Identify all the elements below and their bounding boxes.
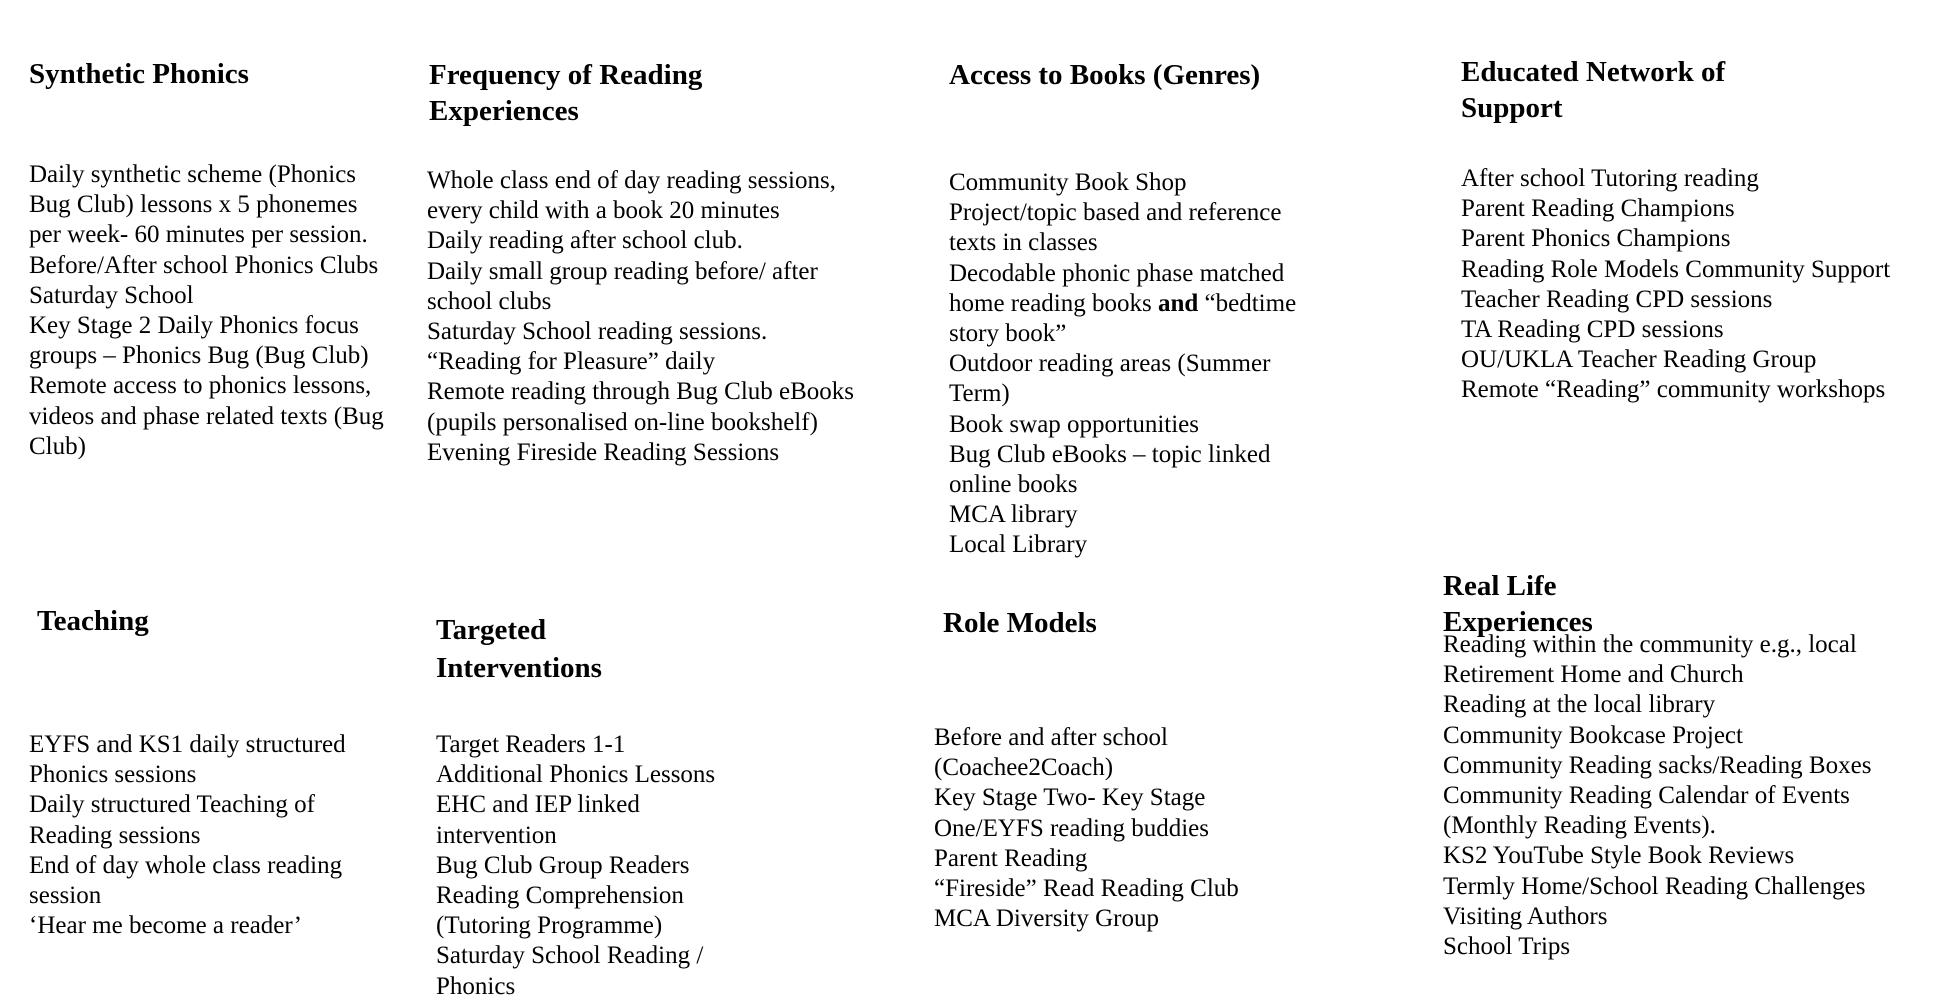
list-item: MCA library	[949, 501, 1078, 529]
heading-synthetic-phonics: Synthetic Phonics	[29, 58, 249, 90]
list-item: Bug Club Group Readers	[436, 851, 690, 879]
section-teaching	[37, 603, 149, 639]
list-item: Bug Club eBooks – topic linked online books	[949, 440, 1271, 499]
list-item: Visiting Authors	[1443, 902, 1608, 930]
list-item: Reading at the local library	[1443, 691, 1716, 719]
list-item-emphasis: and	[1157, 289, 1199, 317]
list-item: KS2 YouTube Style Book Reviews	[1443, 842, 1795, 870]
heading-line: Real Life	[1443, 570, 1557, 602]
list-item: EYFS and KS1 daily structured Phonics sessions	[29, 731, 346, 789]
heading-role-models: Role Models	[943, 607, 1097, 639]
list-teaching	[29, 730, 389, 941]
list-item: School Trips	[1443, 933, 1571, 961]
list-item: End of day whole class reading session	[29, 851, 343, 910]
list-item: Parent Reading	[934, 844, 1088, 872]
heading-line: Frequency of Reading	[429, 59, 703, 91]
list-item: Evening Fireside Reading Sessions	[427, 438, 780, 466]
list-item: “Reading for Pleasure” daily	[427, 348, 716, 376]
heading-line: Interventions	[436, 652, 602, 684]
heading-targeted-interventions	[436, 611, 602, 687]
list-item-decodable	[949, 259, 1319, 350]
list-role-models	[934, 723, 1274, 934]
heading-line: Experiences	[1443, 606, 1593, 638]
list-item: Local Library	[949, 531, 1088, 559]
list-item: Community Reading sacks/Reading Boxes	[1443, 751, 1872, 779]
heading-line: Targeted	[436, 614, 547, 646]
list-item-text: Decodable phonic phase matched home reading books	[949, 259, 1285, 317]
list-item: Teacher Reading CPD sessions	[1461, 285, 1773, 313]
list-item: “Fireside” Read Reading Club	[934, 875, 1239, 903]
list-educated-network	[1461, 164, 1931, 406]
list-item: Reading within the community e.g., local Retirement Home and Church	[1443, 631, 1857, 689]
heading-educated-network	[1461, 54, 1725, 126]
list-item: Parent Reading Champions	[1461, 195, 1735, 223]
list-item: Before/After school Phonics Clubs	[29, 251, 379, 279]
heading-frequency-of-reading	[429, 57, 702, 129]
list-targeted-interventions	[436, 730, 766, 1002]
list-item: Remote “Reading” community workshops	[1461, 376, 1886, 404]
list-item: Key Stage Two- Key Stage One/EYFS reading buddies	[934, 784, 1209, 842]
list-item: Before and after school (Coachee2Coach)	[934, 724, 1168, 782]
section-educated-network	[1461, 54, 1725, 126]
list-item: Project/topic based and reference texts in classes	[949, 199, 1282, 257]
list-item: Key Stage 2 Daily Phonics focus groups – Phonics Bug (Bug Club)	[29, 312, 369, 370]
list-item: After school Tutoring reading	[1461, 165, 1759, 192]
list-item: Daily small group reading before/ after school clubs	[427, 257, 818, 315]
list-item: Whole class end of day reading sessions, every child with a book 20 minutes	[427, 167, 836, 225]
list-item: Daily reading after school club.	[427, 227, 743, 255]
list-item: Community Book Shop	[949, 169, 1187, 196]
list-item: EHC and IEP linked intervention	[436, 791, 640, 849]
list-item: Daily synthetic scheme (Phonics Bug Club) lessons x 5 phonemes per week- 60 minutes per session.	[29, 161, 368, 249]
list-item: Community Bookcase Project	[1443, 721, 1743, 749]
heading-line: Support	[1461, 92, 1563, 124]
list-item-text: “bedtime story book”	[949, 289, 1297, 348]
list-item: Community Reading Calendar of Events (Monthly Reading Events).	[1443, 782, 1850, 840]
list-item: Reading Comprehension (Tutoring Programme)	[436, 882, 684, 940]
list-synthetic-phonics	[29, 160, 389, 462]
heading-teaching: Teaching	[37, 605, 149, 637]
list-item: Saturday School	[29, 281, 194, 309]
heading-line: Educated Network of	[1461, 56, 1726, 88]
section-role-models	[943, 605, 1097, 641]
list-access-to-books	[949, 168, 1319, 561]
heading-line: Experiences	[429, 95, 579, 127]
section-synthetic-phonics	[29, 56, 249, 92]
list-item: Additional Phonics Lessons	[436, 761, 716, 789]
list-item: Remote reading through Bug Club eBooks (pupils personalised on-line bookshelf)	[427, 378, 855, 436]
list-item: Saturday School reading sessions.	[427, 318, 768, 346]
list-item: Remote access to phonics lessons, videos and phase related texts (Bug Club)	[29, 372, 384, 460]
list-item: Outdoor reading areas (Summer Term)	[949, 350, 1271, 408]
list-frequency-of-reading	[427, 166, 887, 468]
list-item: OU/UKLA Teacher Reading Group	[1461, 346, 1817, 374]
list-item: MCA Diversity Group	[934, 905, 1159, 933]
list-item: Termly Home/School Reading Challenges	[1443, 872, 1866, 900]
list-item: Reading Role Models Community Support	[1461, 255, 1891, 283]
heading-access-to-books: Access to Books (Genres)	[949, 59, 1261, 91]
list-real-life	[1443, 630, 1903, 962]
list-item: Daily structured Teaching of Reading sessions	[29, 791, 315, 849]
section-targeted-interventions	[436, 611, 602, 687]
list-item: TA Reading CPD sessions	[1461, 316, 1724, 344]
list-item: Book swap opportunities	[949, 410, 1199, 438]
section-frequency-of-reading	[429, 57, 702, 129]
list-item: Parent Phonics Champions	[1461, 225, 1731, 253]
list-item: Target Readers 1-1	[436, 731, 626, 758]
list-item: Saturday School Reading / Phonics	[436, 942, 704, 1000]
section-access-to-books	[949, 57, 1260, 93]
list-item: ‘Hear me become a reader’	[29, 912, 302, 940]
